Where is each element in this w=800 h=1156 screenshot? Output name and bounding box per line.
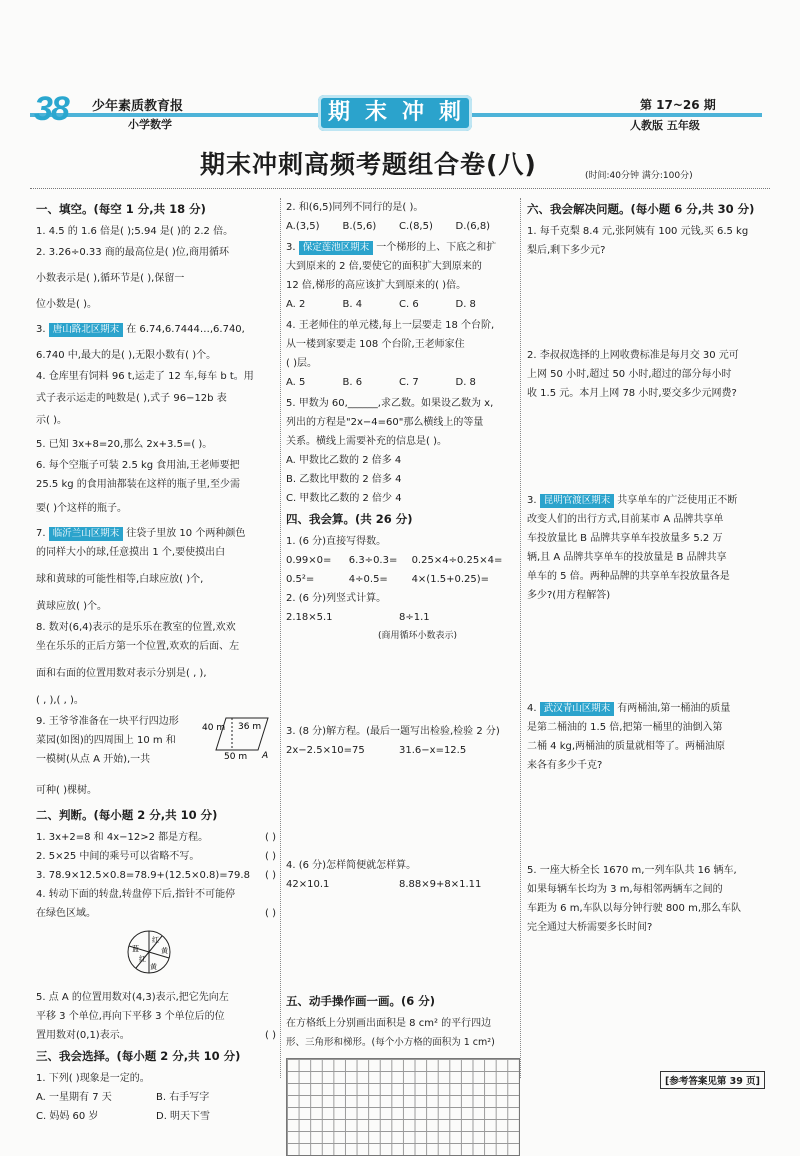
header-stripe-right (472, 113, 762, 117)
choice-option[interactable]: D. 8 (455, 377, 476, 388)
question-text: 黄球应放( )个。 (36, 601, 107, 612)
square-grid[interactable] (286, 1058, 520, 1156)
work-space[interactable] (527, 260, 767, 346)
work-space[interactable] (527, 775, 767, 861)
choice-row (36, 1107, 276, 1126)
calc-row (286, 570, 512, 589)
question-text: 梨后,剩下多少元? (527, 245, 606, 256)
column-divider (520, 198, 521, 1078)
question-text: 车距为 6 m,车队以每分钟行驶 800 m,那么车队 (527, 903, 742, 914)
judge-item (36, 1026, 276, 1045)
wheel-label: 红 (152, 936, 159, 944)
banner-char: 末 (364, 100, 387, 125)
question-text: 4. (6 分)怎样简便就怎样算。 (286, 860, 417, 871)
question-text: 2. 和(6,5)同列不同行的是( )。 (286, 202, 424, 213)
question-text: 多少?(用方程解答) (527, 590, 611, 601)
answer-bracket[interactable]: ( ) (265, 870, 276, 881)
judge-item (36, 828, 276, 847)
question-text: 1. 下列( )现象是一定的。 (36, 1073, 150, 1084)
question-text: 在绿色区域。 (36, 908, 96, 919)
section-title: 一、填空。(每空 1 分,共 18 分) (36, 202, 206, 216)
column-3 (527, 198, 767, 937)
paper-name: 少年素质教育报 (92, 99, 184, 114)
question-text: 6. 每个空瓶子可装 2.5 kg 食用油,王老师要把 (36, 460, 240, 471)
parallelogram-figure (202, 712, 276, 760)
calc-item: 8.88×9+8×1.11 (399, 879, 482, 890)
question-text: 来各有多少千克? (527, 760, 603, 771)
calc-item: 2x−2.5×10=75 (286, 745, 365, 756)
choice-row (36, 1088, 276, 1107)
fig-label-bottom: 50 m (224, 752, 248, 760)
column-divider (280, 198, 281, 1078)
question-text: ( )层。 (286, 358, 317, 369)
question-text: 收 1.5 元。本月上网 78 小时,要交多少元网费? (527, 388, 737, 399)
spinner-wheel (126, 929, 172, 975)
question-text: 在方格纸上分别画出面积是 8 cm² 的平行四边 (286, 1018, 492, 1029)
question-text: 3. 昆明官渡区期末 共享单车的广泛使用正不断 (527, 495, 738, 506)
question-text: 坐在乐乐的正后方第一个位置,欢欢的后面、左 (36, 641, 240, 652)
column-1 (36, 198, 276, 1126)
issue-range: 第 17~26 期 (640, 98, 716, 112)
column-2 (286, 198, 512, 1156)
question-text: 一个梯形的上、下底之和扩 (376, 242, 497, 253)
question-text: 4. 仓库里有饲料 96 t,运走了 12 车,每车 b t。用 (36, 371, 254, 382)
answer-bracket[interactable]: ( ) (265, 851, 276, 862)
choice-option[interactable]: D. 明天下雪 (156, 1111, 211, 1122)
question-text: 共享单车的广泛使用正不断 (617, 495, 738, 506)
question-text: 球和黄球的可能性相等,白球应放( )个, (36, 574, 204, 585)
question-text: 可种( )棵树。 (36, 785, 97, 796)
question-text: 在 6.74,6.7444…,6.74̇0, (126, 324, 245, 335)
banner-char: 刺 (438, 100, 461, 125)
question-text: 5. 点 A 的位置用数对(4,3)表示,把它先向左 (36, 992, 229, 1003)
answer-bracket[interactable]: ( ) (265, 908, 276, 919)
question-text: 二桶 4 kg,两桶油的质量就相等了。两桶油原 (527, 741, 726, 752)
question-text: 1. 3x+2=8 和 4x−12>2 都是方程。 (36, 832, 209, 843)
choice-option[interactable]: C. 7 (399, 377, 419, 388)
page-number: 38 (34, 90, 68, 128)
choice-row (286, 295, 512, 314)
choice-option[interactable]: C. 甲数比乙数的 2 倍少 4 (286, 493, 402, 504)
choice-option[interactable]: C. 妈妈 60 岁 (36, 1111, 99, 1122)
source-tag: 武汉青山区期末 (540, 702, 615, 716)
wheel-label: 红 (139, 955, 146, 963)
question-text: 3. 保定莲池区期末 一个梯形的上、下底之和扩 (286, 242, 497, 253)
choice-option[interactable]: D. 8 (455, 299, 476, 310)
choice-option[interactable]: B. 乙数比甲数的 2 倍多 4 (286, 474, 402, 485)
calc-row (286, 551, 512, 570)
question-text: 置用数对(0,1)表示。 (36, 1030, 130, 1041)
choice-option[interactable]: B. 右手写字 (156, 1092, 210, 1103)
choice-row (286, 217, 512, 236)
question-text: 4. 转动下面的转盘,转盘停下后,指针不可能停 (36, 889, 236, 900)
question-text: 3. 唐山路北区期末 在 6.74,6.7444…,6.74̇0, (36, 324, 245, 335)
answer-reference: [参考答案见第 39 页] (660, 1071, 765, 1089)
question-text: 7. 临沂兰山区期末 往袋子里放 10 个两种颜色 (36, 528, 246, 539)
work-space[interactable] (286, 760, 512, 856)
question-text: 4. 王老师住的单元楼,每上一层要走 18 个台阶, (286, 320, 495, 331)
question-text: 一模树(从点 A 开始),一共 (36, 754, 151, 765)
choice-option[interactable]: A. 一星期有 7 天 (36, 1092, 112, 1103)
question-text: 12 倍,梯形的高应该扩大到原来的( )倍。 (286, 280, 467, 291)
source-tag: 临沂兰山区期末 (49, 527, 124, 541)
section-title: 四、我会算。(共 26 分) (286, 512, 413, 526)
judge-item (36, 847, 276, 866)
section-title: 三、我会选择。(每小题 2 分,共 10 分) (36, 1049, 241, 1063)
question-text: 1. (6 分)直接写得数。 (286, 536, 387, 547)
calc-note: (商用循环小数表示) (378, 631, 458, 641)
question-text: 的同样大小的球,任意摸出 1 个,要使摸出白 (36, 547, 226, 558)
source-tag: 保定莲池区期末 (299, 241, 374, 255)
calc-item: 0.99×0= (286, 555, 332, 566)
wheel-label: 黄 (161, 947, 168, 955)
choice-option[interactable]: C.(8,5) (399, 221, 433, 232)
fig-label-left: 40 m (202, 723, 226, 733)
question-text: 大到原来的 2 倍,要使它的面积扩大到原来的 (286, 261, 482, 272)
choice-option[interactable]: D.(6,8) (455, 221, 491, 232)
calc-item: 42×10.1 (286, 879, 330, 890)
question-text: 改变人们的出行方式,目前某市 A 品牌共享单 (527, 514, 724, 525)
calc-row (286, 741, 512, 760)
question-text: 菜园(如图)的四周围上 10 m 和 (36, 735, 176, 746)
question-9 (36, 712, 276, 800)
question-text: 列出的方程是"2x−4=60"那么横线上的等量 (286, 417, 484, 428)
question-text: 4. 武汉青山区期末 有两桶油,第一桶油的质量 (527, 703, 731, 714)
choice-option[interactable]: C. 6 (399, 299, 419, 310)
calc-item: 31.6−x=12.5 (399, 745, 467, 756)
judge-item (36, 904, 276, 923)
question-text: 是第二桶油的 1.5 倍,把第一桶里的油倒入第 (527, 722, 723, 733)
question-text: 平移 3 个单位,再向下平移 3 个单位后的位 (36, 1011, 225, 1022)
calc-item: 4÷0.5= (348, 574, 388, 585)
question-text: 从一楼到家要走 108 个台阶,王老师家住 (286, 339, 465, 350)
question-text: 车投放量比 B 品牌共享单车投放量多 5.2 万 (527, 533, 723, 544)
choice-row (286, 373, 512, 392)
banner (318, 95, 472, 131)
question-text: 如果每辆车长均为 3 m,每相邻两辆车之间的 (527, 884, 723, 895)
work-space[interactable] (286, 646, 512, 722)
calc-item: 8÷1.1 (399, 612, 430, 623)
header-divider (30, 188, 770, 189)
section-title: 五、动手操作画一画。(6 分) (286, 994, 436, 1008)
question-text: 完全通过大桥需要多长时间? (527, 922, 653, 933)
question-text: 8. 数对(6,4)表示的是乐乐在教室的位置,欢欢 (36, 622, 236, 633)
edition-label: 人教版 五年级 (630, 119, 700, 132)
wheel-label: 蓝 (132, 945, 139, 953)
question-text: 5. 一座大桥全长 1670 m,一列车队共 16 辆车, (527, 865, 737, 876)
question-text: 5. 已知 3x+8=20,那么 2x+3.5=( )。 (36, 439, 213, 450)
question-text: 9. 王爷爷准备在一块平行四边形 (36, 716, 179, 727)
section-title: 六、我会解决问题。(每小题 6 分,共 30 分) (527, 202, 755, 216)
banner-char: 期 (327, 100, 350, 125)
question-text: 辆,且 A 品牌共享单车的投放量是 B 品牌共享 (527, 552, 727, 563)
answer-bracket[interactable]: ( ) (265, 1030, 276, 1041)
banner-char: 冲 (401, 100, 424, 125)
choice-option[interactable]: A. 甲数比乙数的 2 倍多 4 (286, 455, 402, 466)
question-text: ( , ),( , )。 (36, 695, 84, 706)
question-text: 单车的 5 倍。两种品牌的共享单车投放量各是 (527, 571, 730, 582)
judge-item (36, 866, 276, 885)
question-text: 形、三角形和梯形。(每个小方格的面积为 1 cm²) (286, 1037, 495, 1048)
choice-option[interactable]: A.(3,5) (286, 221, 320, 232)
question-text: 2. (6 分)列竖式计算。 (286, 593, 387, 604)
question-text: 有两桶油,第一桶油的质量 (617, 703, 731, 714)
choice-option[interactable]: B.(5,6) (342, 221, 377, 232)
question-text: 上网 50 小时,超过 50 小时,超过的部分每小时 (527, 369, 732, 380)
question-text: 25.5 kg 的食用油都装在这样的瓶子里,至少需 (36, 479, 240, 490)
calc-item: 0.5²= (286, 574, 315, 585)
calc-item: 0.25×4÷0.25×4= (411, 555, 503, 566)
source-tag: 昆明官渡区期末 (540, 494, 615, 508)
question-text: 式子表示运走的吨数是( ),式子 96−12b 表 (36, 393, 227, 404)
choice-option[interactable]: B. 6 (342, 377, 363, 388)
subject-label: 小学数学 (128, 118, 172, 131)
question-text: 2. 李叔叔选择的上网收费标准是每月交 30 元可 (527, 350, 739, 361)
question-text: 关系。横线上需要补充的信息是( )。 (286, 436, 447, 447)
question-text: 3. (8 分)解方程。(最后一题写出检验,检验 2 分) (286, 726, 500, 737)
calc-row (286, 875, 512, 894)
fig-label-top: 36 m (238, 722, 262, 732)
page-title: 期末冲刺高频考题组合卷(八) (200, 150, 537, 179)
time-note: (时间:40分钟 满分:100分) (585, 171, 693, 181)
question-text: 要( )个这样的瓶子。 (36, 503, 127, 514)
question-text: 3. 78.9×12.5×0.8=78.9+(12.5×0.8)=79.8 (36, 870, 250, 881)
calc-item: 6.3÷0.3= (348, 555, 398, 566)
choice-option[interactable]: B. 4 (342, 299, 363, 310)
question-text: 小数表示是( ),循环节是( ),保留一 (36, 273, 185, 284)
question-text: 示( )。 (36, 415, 67, 426)
question-text: 往袋子里放 10 个两种颜色 (126, 528, 246, 539)
source-tag: 唐山路北区期末 (49, 323, 124, 337)
question-text: 6.7̇40 中,最大的是( ),无限小数有( )个。 (36, 350, 217, 361)
work-space[interactable] (286, 894, 512, 990)
question-text: 2. 5×25 中间的乘号可以省略不写。 (36, 851, 200, 862)
calc-row (286, 608, 512, 627)
fig-point-label: A (262, 751, 269, 760)
question-text: 5. 甲数为 60,______,求乙数。如果设乙数为 x, (286, 398, 494, 409)
calc-item: 4×(1.5+0.25)= (411, 574, 490, 585)
work-space[interactable] (527, 403, 767, 491)
question-text: 1. 每千克梨 8.4 元,张阿姨有 100 元钱,买 6.5 kg (527, 226, 749, 237)
work-space[interactable] (527, 605, 767, 699)
question-text: 位小数是( )。 (36, 299, 97, 310)
choice-option[interactable]: A. 2 (286, 299, 306, 310)
choice-option[interactable]: A. 5 (286, 377, 306, 388)
question-text: 2. 3.26÷0.33 商的最高位是( )位,商用循环 (36, 247, 229, 258)
section-title: 二、判断。(每小题 2 分,共 10 分) (36, 808, 218, 822)
question-text: 面和右面的位置用数对表示分别是( , ), (36, 668, 207, 679)
wheel-label: 黄 (150, 963, 157, 971)
question-text: 1. 4.5 的 1.6 倍是( );5.94 是( )的 2.2 倍。 (36, 226, 234, 237)
calc-item: 2.18×5.1 (286, 612, 333, 623)
answer-bracket[interactable]: ( ) (265, 832, 276, 843)
